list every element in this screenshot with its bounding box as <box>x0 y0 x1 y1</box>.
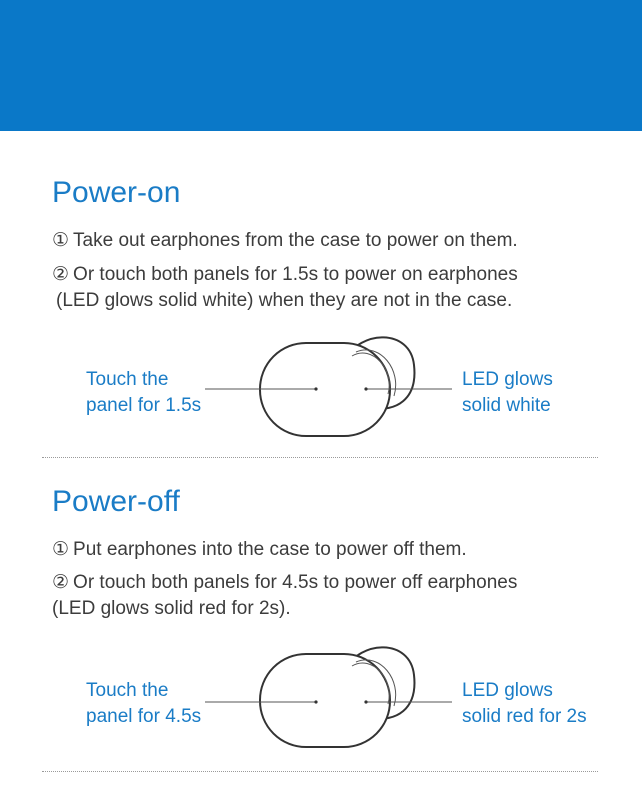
left-callout-line-1: Touch the <box>86 680 169 701</box>
step-text-line-2: (LED glows solid white) when they are not in the case. <box>56 290 513 311</box>
step-text-line-1: Or touch both panels for 1.5s to power on earphones <box>73 264 518 285</box>
section-divider <box>42 457 598 458</box>
power-on-step-1 <box>52 228 518 254</box>
right-callout-line-1: LED glows <box>462 369 553 390</box>
power-off-step-2 <box>52 570 517 622</box>
power-on-diagram <box>0 330 642 445</box>
step-number: ② <box>52 264 70 285</box>
step-text-line-2: (LED glows solid red for 2s). <box>52 598 291 619</box>
step-text: Put earphones into the case to power off them. <box>73 539 467 560</box>
power-off-step-1 <box>52 537 467 563</box>
header-band <box>0 0 642 131</box>
step-text-line-1: Or touch both panels for 4.5s to power off earphones <box>73 572 518 593</box>
right-callout-line-1: LED glows <box>462 680 553 701</box>
step-number: ① <box>52 539 70 560</box>
earphone-illustration <box>0 644 642 759</box>
power-off-title: Power-off <box>52 485 180 518</box>
left-callout-line-2: panel for 4.5s <box>86 706 202 727</box>
left-callout-line-2: panel for 1.5s <box>86 395 202 416</box>
right-callout-line-2: solid white <box>462 395 551 416</box>
left-callout-line-1: Touch the <box>86 369 169 390</box>
earphone-illustration <box>0 330 642 445</box>
power-on-title: Power-on <box>52 176 181 209</box>
earbud-body-icon <box>260 654 390 747</box>
step-number: ① <box>52 230 70 251</box>
step-number: ② <box>52 572 70 593</box>
step-text: Take out earphones from the case to power on them. <box>73 230 518 251</box>
power-on-step-2 <box>52 262 518 314</box>
section-divider <box>42 771 598 772</box>
power-off-diagram <box>0 644 642 759</box>
right-callout-line-2: solid red for 2s <box>462 706 587 727</box>
